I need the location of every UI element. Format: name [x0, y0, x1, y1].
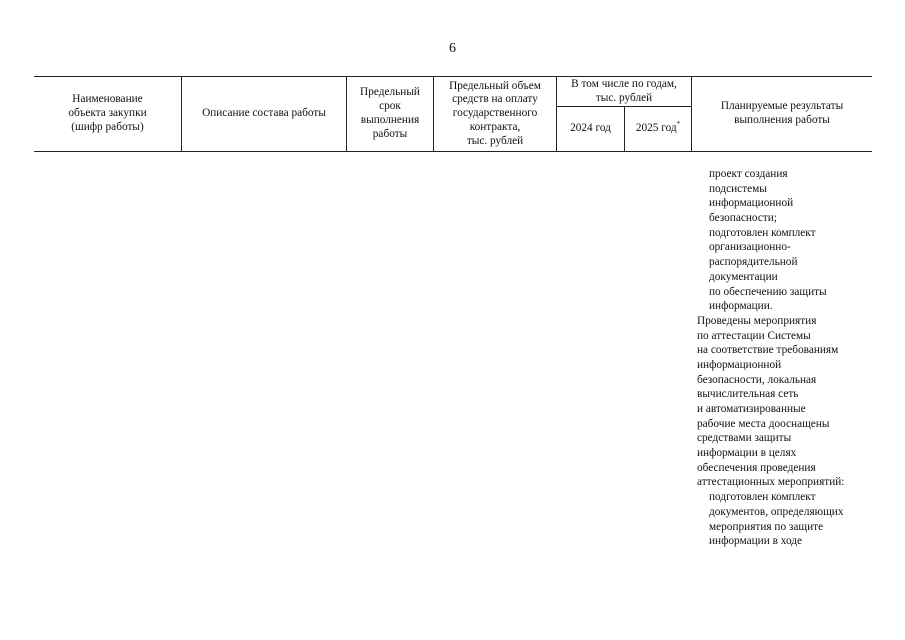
results-line: информации в целях	[697, 447, 797, 460]
results-line: безопасности, локальная	[697, 373, 817, 386]
header-max-amount: Предельный объем средств на оплату государственного контракта, тыс. рублей	[449, 79, 541, 147]
results-line: подготовлен комплект	[709, 491, 816, 504]
table-header-bottom-border	[34, 151, 872, 152]
results-line: Проведены мероприятия	[697, 314, 817, 327]
results-line: средствами защиты	[697, 432, 792, 445]
results-line: проект создания	[709, 168, 788, 180]
header-work-description: Описание состава работы	[202, 107, 326, 120]
results-line: рабочие места дооснащены	[697, 417, 830, 430]
results-line: на соответствие требованиям	[697, 344, 839, 357]
results-line: подготовлен комплект	[709, 226, 816, 239]
page-number: 6	[449, 41, 456, 56]
results-line: аттестационных мероприятий:	[697, 476, 845, 489]
year-2025-label: 2025 год	[635, 122, 677, 135]
results-line: по аттестации Системы	[697, 329, 811, 342]
results-line: информационной	[709, 197, 794, 210]
results-line: информационной	[697, 358, 782, 371]
results-line: организационно-	[709, 241, 791, 254]
header-planned-results: Планируемые результаты выполнения работы	[720, 100, 844, 126]
results-line: подсистемы	[709, 182, 767, 195]
results-line: информации.	[709, 300, 773, 313]
results-line: информации в ходе	[709, 535, 803, 548]
planned-results-text	[697, 167, 877, 549]
header-by-years: В том числе по годам, тыс. рублей	[571, 77, 677, 104]
results-line: и автоматизированные	[697, 403, 806, 415]
results-line: документации	[709, 270, 778, 283]
results-line: вычислительная сеть	[697, 388, 799, 401]
results-line: по обеспечению защиты	[709, 285, 827, 298]
results-line: обеспечения проведения	[697, 461, 816, 474]
results-line: документов, определяющих	[709, 505, 844, 518]
results-line: безопасности;	[709, 212, 777, 225]
results-line: мероприятия по защите	[709, 520, 824, 533]
results-line: распорядительной	[709, 256, 798, 269]
year-2025-footnote-mark: *	[676, 120, 681, 129]
header-deadline: Предельный срок выполнения работы	[360, 86, 420, 140]
header-year-2024: 2024 год	[570, 122, 611, 135]
header-object-name: Наименование объекта закупки (шифр работы)	[68, 93, 147, 133]
header-year-2025	[625, 107, 691, 151]
